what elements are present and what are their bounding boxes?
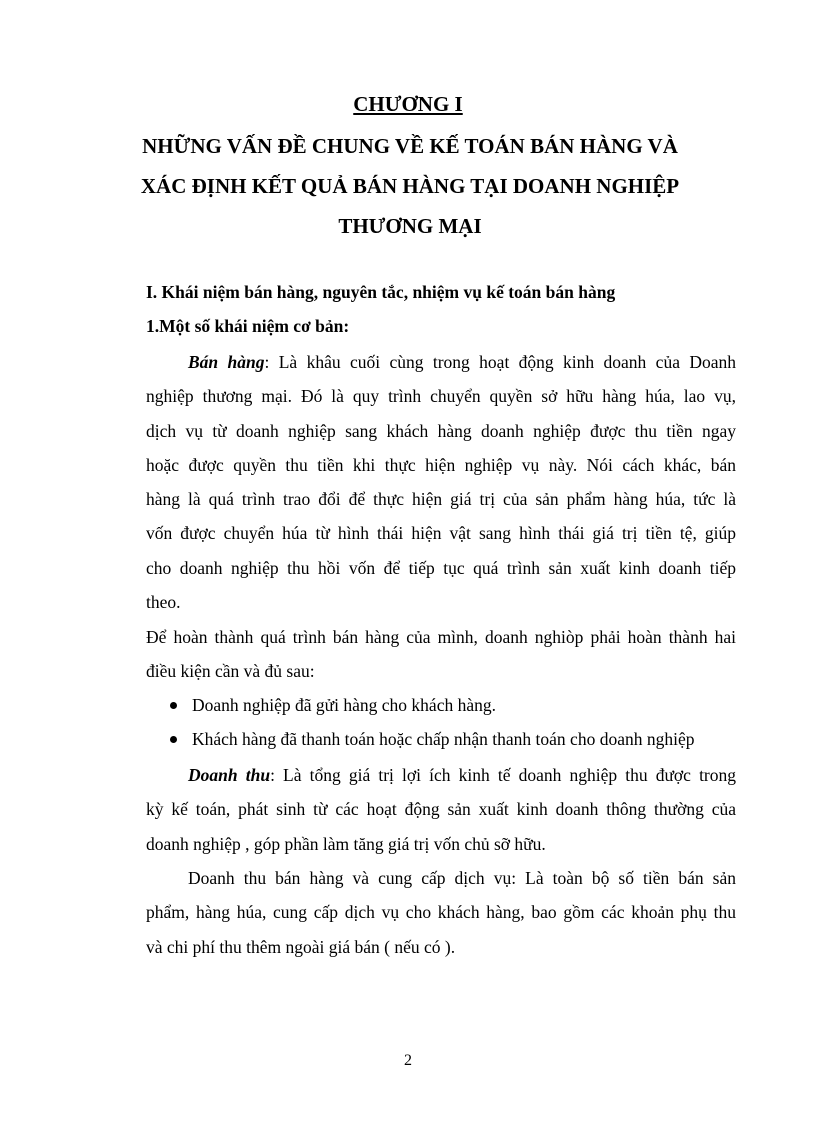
paragraph-line (146, 758, 736, 792)
paragraph-line: kỳ kế toán, phát sinh từ các hoạt động sản xuất kinh doanh thông thường của (146, 799, 736, 820)
condition-list (146, 688, 746, 757)
bullet-icon (170, 736, 177, 743)
paragraph-line: hoặc được quyền thu tiền khi thực hiện nghiệp vụ này. Nói cách khác, bán (146, 454, 736, 475)
paragraph-text: : Là khâu cuối cùng trong hoạt động kinh doanh của Doanh (264, 352, 736, 372)
chapter-heading-line: THƯƠNG MẠI (338, 214, 482, 238)
chapter-heading (140, 126, 680, 246)
chapter-heading-line: NHỮNG VẤN ĐỀ CHUNG VỀ KẾ TOÁN BÁN HÀNG VÀ (142, 134, 678, 158)
paragraph-line: doanh nghiệp , góp phần làm tăng giá trị vốn chủ sỡ hữu. (146, 833, 546, 854)
section-title: I. Khái niệm bán hàng, nguyên tắc, nhiệm vụ kế toán bán hàng (146, 282, 616, 302)
section-subtitle: 1.Một số khái niệm cơ bản: (146, 316, 350, 336)
page-number: 2 (404, 1052, 412, 1069)
paragraph-line: vốn được chuyển húa từ hình thái hiện vật sang hình thái giá trị tiền tệ, giúp (146, 523, 736, 544)
paragraph-line: và chi phí thu thêm ngoài giá bán ( nếu có ). (146, 936, 456, 957)
paragraph-line (146, 345, 736, 379)
list-item (146, 722, 746, 756)
paragraph-conditions (146, 620, 736, 689)
list-item-text: Khách hàng đã thanh toán hoặc chấp nhận thanh toán cho doanh nghiệp (192, 729, 695, 750)
paragraph-line: hàng là quá trình trao đổi để thực hiện giá trị của sản phẩm hàng húa, tức là (146, 489, 736, 510)
list-item (146, 688, 746, 722)
paragraph-line: cho doanh nghiệp thu hồi vốn để tiếp tục quá trình sản xuất kinh doanh tiếp (146, 557, 736, 578)
paragraph-text: : Là tổng giá trị lợi ích kinh tế doanh nghiệp thu được trong (270, 765, 737, 785)
list-item-text: Doanh nghiệp đã gửi hàng cho khách hàng. (192, 695, 496, 715)
term-doanh-thu: Doanh thu (188, 765, 271, 785)
paragraph-line: phẩm, hàng húa, cung cấp dịch vụ cho khách hàng, bao gồm các khoản phụ thu (146, 902, 736, 923)
chapter-heading-line: XÁC ĐỊNH KẾT QUẢ BÁN HÀNG TẠI DOANH NGHIỆP (140, 174, 680, 198)
term-ban-hang: Bán hàng (188, 352, 265, 372)
paragraph-doanh-thu (146, 758, 736, 861)
paragraph-line: Để hoàn thành quá trình bán hàng của mình, doanh nghiòp phải hoàn thành hai (146, 627, 736, 647)
paragraph-line: nghiệp thương mại. Đó là quy trình chuyển quyền sở hữu hàng húa, lao vụ, (146, 386, 736, 407)
paragraph-line: Doanh thu bán hàng và cung cấp dịch vụ: Là toàn bộ số tiền bán sản (188, 868, 736, 888)
paragraph-ban-hang (146, 345, 736, 619)
chapter-title: CHƯƠNG I (353, 92, 463, 116)
paragraph-doanh-thu-ban-hang (146, 861, 736, 964)
bullet-icon (170, 702, 177, 709)
paragraph-line: theo. (146, 592, 181, 613)
paragraph-line: điều kiện cần và đủ sau: (146, 661, 315, 682)
paragraph-line: dịch vụ từ doanh nghiệp sang khách hàng doanh nghiệp được thu tiền ngay (146, 420, 736, 441)
